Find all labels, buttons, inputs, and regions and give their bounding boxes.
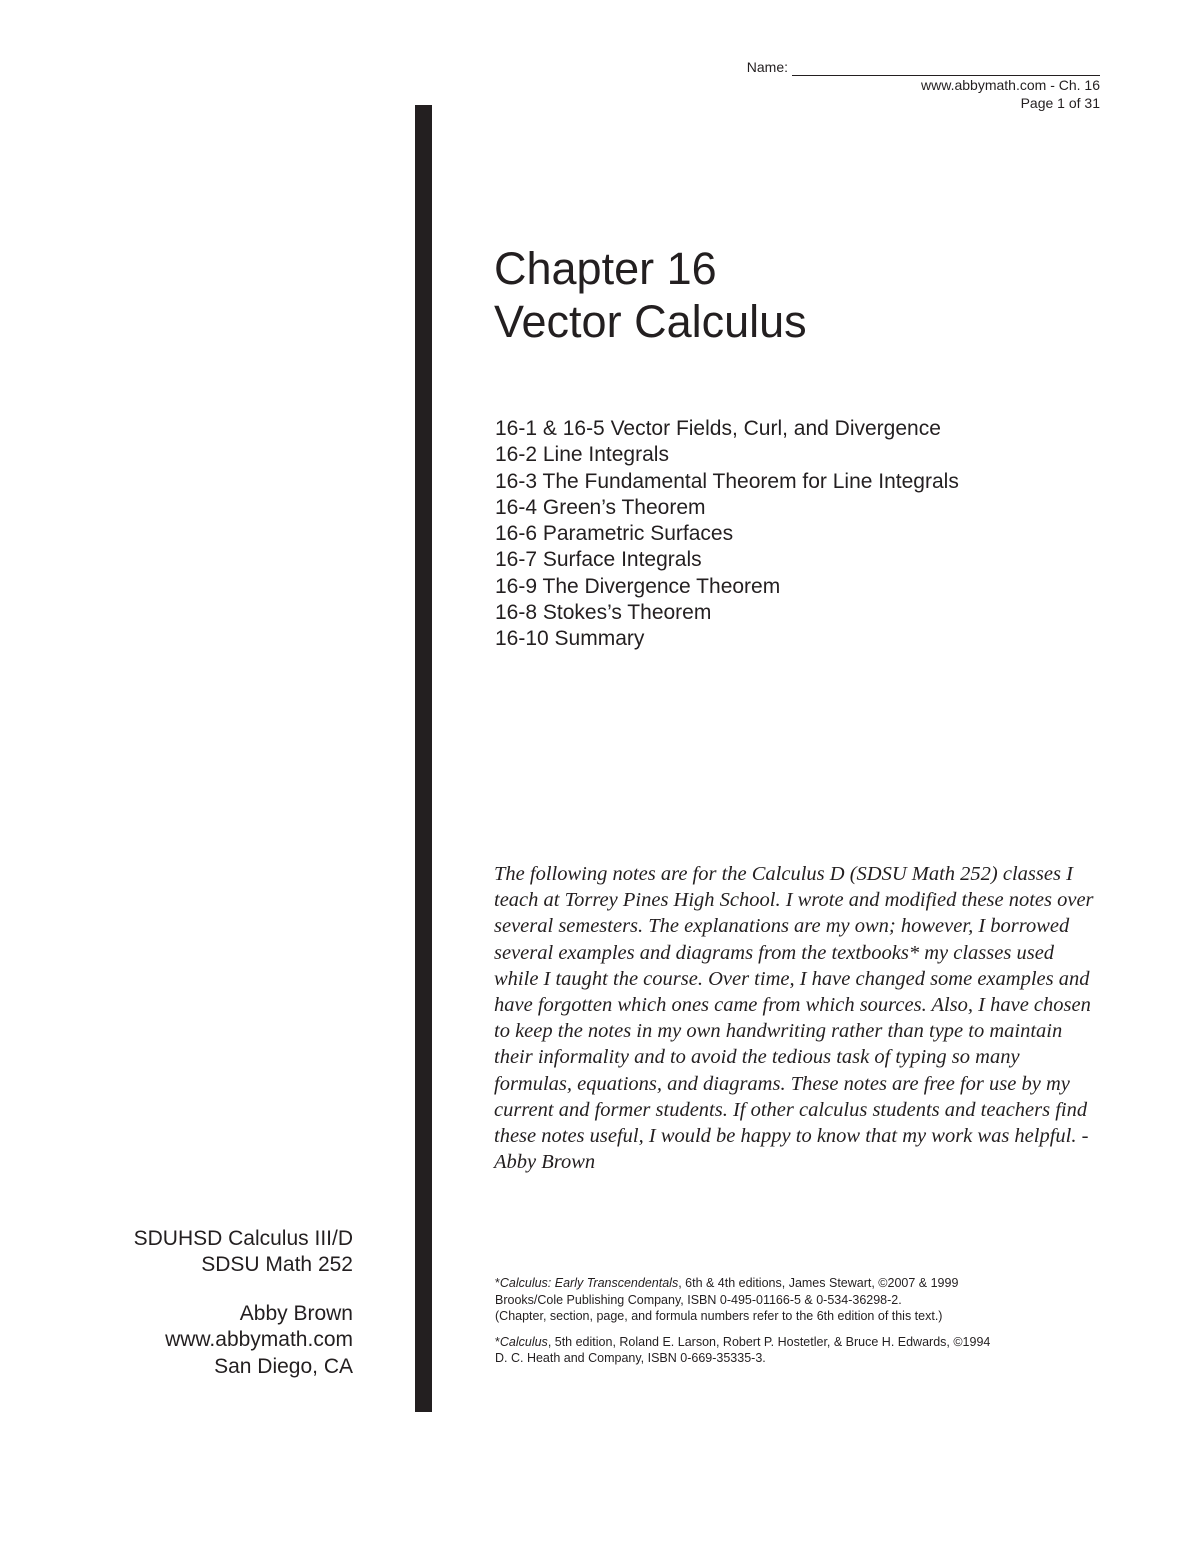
site-chapter: www.abbymath.com - Ch. 16 <box>921 77 1100 93</box>
course-name: SDUHSD Calculus III/D <box>133 1227 353 1250</box>
ref-star: * <box>495 1334 500 1349</box>
chapter-number: Chapter 16 <box>494 243 717 294</box>
name-row <box>747 58 1100 76</box>
toc-item: 16-6 Parametric Surfaces <box>495 522 734 546</box>
ref-star: * <box>495 1276 500 1290</box>
ref-publisher: D. C. Heath and Company, ISBN 0-669-35335-3. <box>495 1351 766 1365</box>
author-location: San Diego, CA <box>214 1354 353 1378</box>
ref-note: (Chapter, section, page, and formula numbers refer to the 6th edition of this text.) <box>495 1309 943 1323</box>
course-number: SDSU Math 252 <box>201 1253 353 1277</box>
chapter-title <box>494 242 807 348</box>
author-name: Abby Brown <box>239 1302 353 1325</box>
toc-item: 16-4 Green’s Theorem <box>495 495 706 519</box>
page-info: Page 1 of 31 <box>1020 95 1100 111</box>
toc-item: 16-2 Line Integrals <box>495 443 669 467</box>
ref-details: , 5th edition, Roland E. Larson, Robert P. Hostetler, & Bruce H. Edwards, ©1994 <box>547 1334 991 1349</box>
name-blank-line <box>792 60 1100 76</box>
page-header <box>747 58 1100 112</box>
ref-publisher: Brooks/Cole Publishing Company, ISBN 0-495-01166-5 & 0-534-36298-2. <box>495 1292 902 1307</box>
author-info <box>165 1301 353 1380</box>
ref-title: Calculus: Early Transcendentals <box>499 1276 679 1290</box>
intro-paragraph: The following notes are for the Calculus D (SDSU Math 252) classes I teach at Torrey Pines High School. I wrote and modified these notes over several semesters. The explanations are my own; however, I borrowed several examples and diagrams from the textbooks* my classes used while I taught the course. Over time, I have changed some examples and have forgotten which ones came from which sources. Also, I have chosen to keep the notes in my own handwriting rather than type to maintain their informality and to avoid the tedious task of typing so many formulas, equations, and diagrams. These notes are free for use by my current and former students. If other calculus students and teachers find these notes useful, I would be happy to know that my work was helpful. - Abby Brown <box>494 863 1094 1174</box>
reference-stewart <box>495 1275 1095 1325</box>
course-info <box>134 1226 353 1279</box>
vertical-divider-bar <box>415 105 432 1412</box>
references <box>495 1275 1095 1367</box>
reference-larson <box>495 1334 1095 1367</box>
toc-item: 16-10 Summary <box>495 627 645 651</box>
name-label: Name: <box>746 59 788 75</box>
toc-item: 16-3 The Fundamental Theorem for Line Integrals <box>495 469 959 493</box>
toc-item: 16-7 Surface Integrals <box>495 548 702 572</box>
toc-item: 16-1 & 16-5 Vector Fields, Curl, and Divergence <box>495 417 941 440</box>
table-of-contents <box>495 416 959 653</box>
ref-details: , 6th & 4th editions, James Stewart, ©2007 & 1999 <box>678 1276 959 1290</box>
chapter-name: Vector Calculus <box>494 296 807 347</box>
author-website: www.abbymath.com <box>165 1328 353 1352</box>
toc-item: 16-8 Stokes’s Theorem <box>495 601 712 625</box>
ref-title: Calculus <box>499 1334 548 1349</box>
toc-item: 16-9 The Divergence Theorem <box>495 574 781 598</box>
